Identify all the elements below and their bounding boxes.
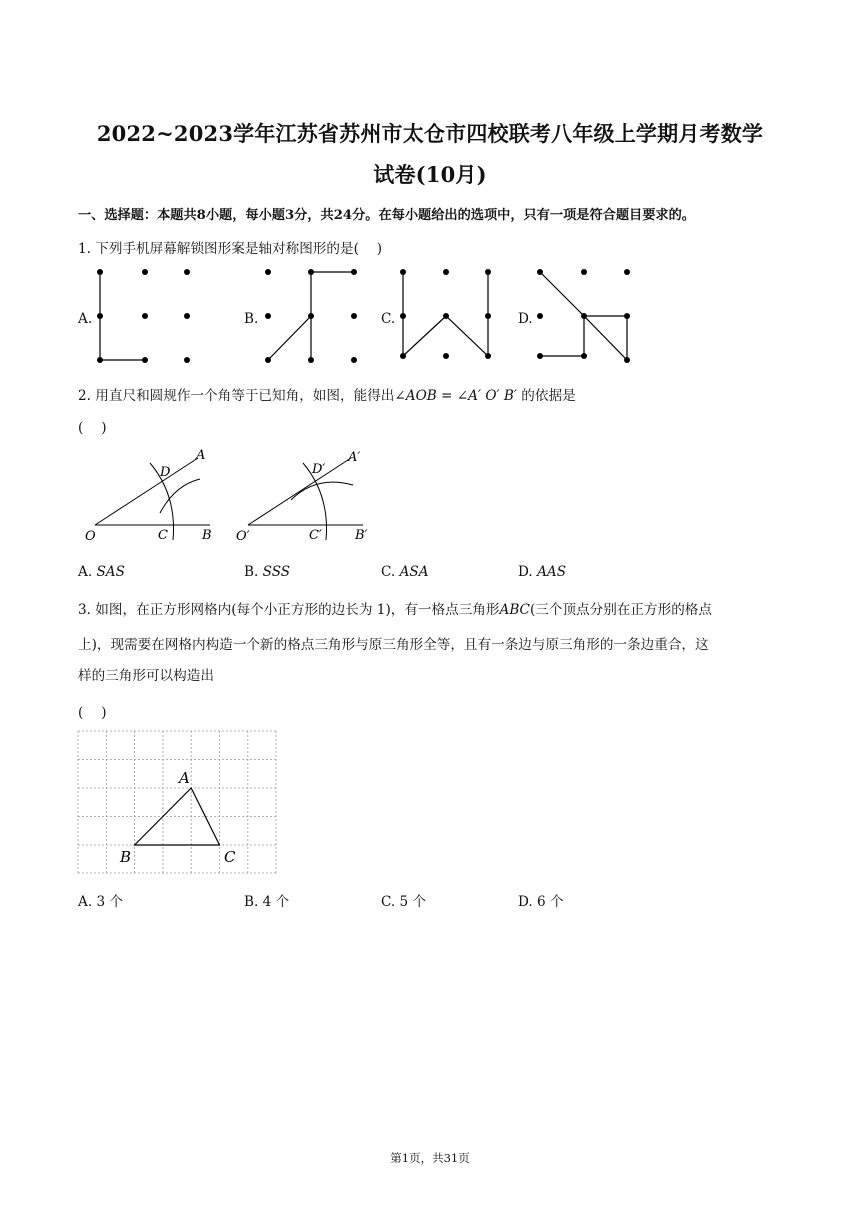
q3-option-c: C. 5 个: [381, 894, 427, 910]
q1-figure-b: [263, 268, 363, 366]
question-3-stem-line-3: 样的三角形可以构造出: [78, 668, 214, 684]
q1-option-a-label: A.: [78, 311, 93, 327]
q1-figure-a: [95, 268, 195, 366]
question-3-stem-line-1: 3. 如图，在正方形网格内(每个小正方形的边长为 1)，有一格点三角形ABC(三个顶点分别在正方形的格点: [78, 602, 712, 618]
q2-option-a: A. SAS: [78, 564, 125, 580]
q3-option-a: A. 3 个: [78, 894, 124, 910]
label-b: B: [202, 528, 212, 543]
q2-option-b: B. SSS: [244, 564, 291, 580]
section-heading: 一、选择题：本题共8小题，每小题3分，共24分。在每小题给出的选项中，只有一项是符合题目要求的。: [78, 208, 695, 223]
q2-stem-math: ∠AOB = ∠A′ O′ B′: [394, 388, 517, 404]
exam-title-line-2: 试卷(10月): [373, 162, 487, 187]
label-a: A: [196, 448, 206, 463]
q2-figure-right: [236, 445, 381, 545]
question-1-stem: 1. 下列手机屏幕解锁图形案是轴对称图形的是( ): [78, 241, 383, 257]
q2-stem-prefix: 2. 用直尺和圆规作一个角等于已知角，如图，能得出: [78, 388, 395, 404]
q3-option-b: B. 4 个: [244, 894, 290, 910]
label-b-prime: B′: [355, 528, 368, 543]
q1-figure-d: [536, 268, 636, 366]
q2-figure-left: [80, 445, 225, 545]
question-3-stem-line-2: 上)，现需要在网格内构造一个新的格点三角形与原三角形全等，且有一条边与原三角形的一条边重合，这: [78, 637, 709, 653]
q1-option-c-label: C.: [381, 311, 396, 327]
label-o: O: [85, 529, 96, 544]
q1-option-d-label: D.: [518, 311, 533, 327]
label-c-prime: C′: [309, 528, 322, 543]
q1-figure-c: [398, 268, 498, 366]
label-b: B: [120, 848, 132, 866]
label-a: A: [179, 769, 190, 787]
page-footer: 第1页，共31页: [390, 1151, 470, 1165]
label-c: C: [158, 528, 168, 543]
q3-answer-parentheses: ( ): [78, 705, 107, 721]
q2-option-c: C. ASA: [381, 564, 429, 580]
label-a-prime: A′: [348, 450, 361, 465]
q2-option-d: D. AAS: [518, 564, 567, 580]
question-2-stem: [78, 384, 576, 404]
label-c: C: [224, 848, 236, 866]
q3-option-d: D. 6 个: [518, 894, 564, 910]
q2-answer-parentheses: ( ): [78, 420, 107, 436]
label-d-prime: D′: [312, 462, 326, 477]
exam-title-line-1: 2022~2023学年江苏省苏州市太仓市四校联考八年级上学期月考数学: [96, 121, 764, 146]
label-d: D: [160, 465, 171, 480]
q3-grid-figure: [78, 731, 278, 876]
q1-option-b-label: B.: [244, 311, 259, 327]
label-o-prime: O′: [236, 529, 250, 544]
q2-stem-suffix: 的依据是: [516, 388, 576, 404]
